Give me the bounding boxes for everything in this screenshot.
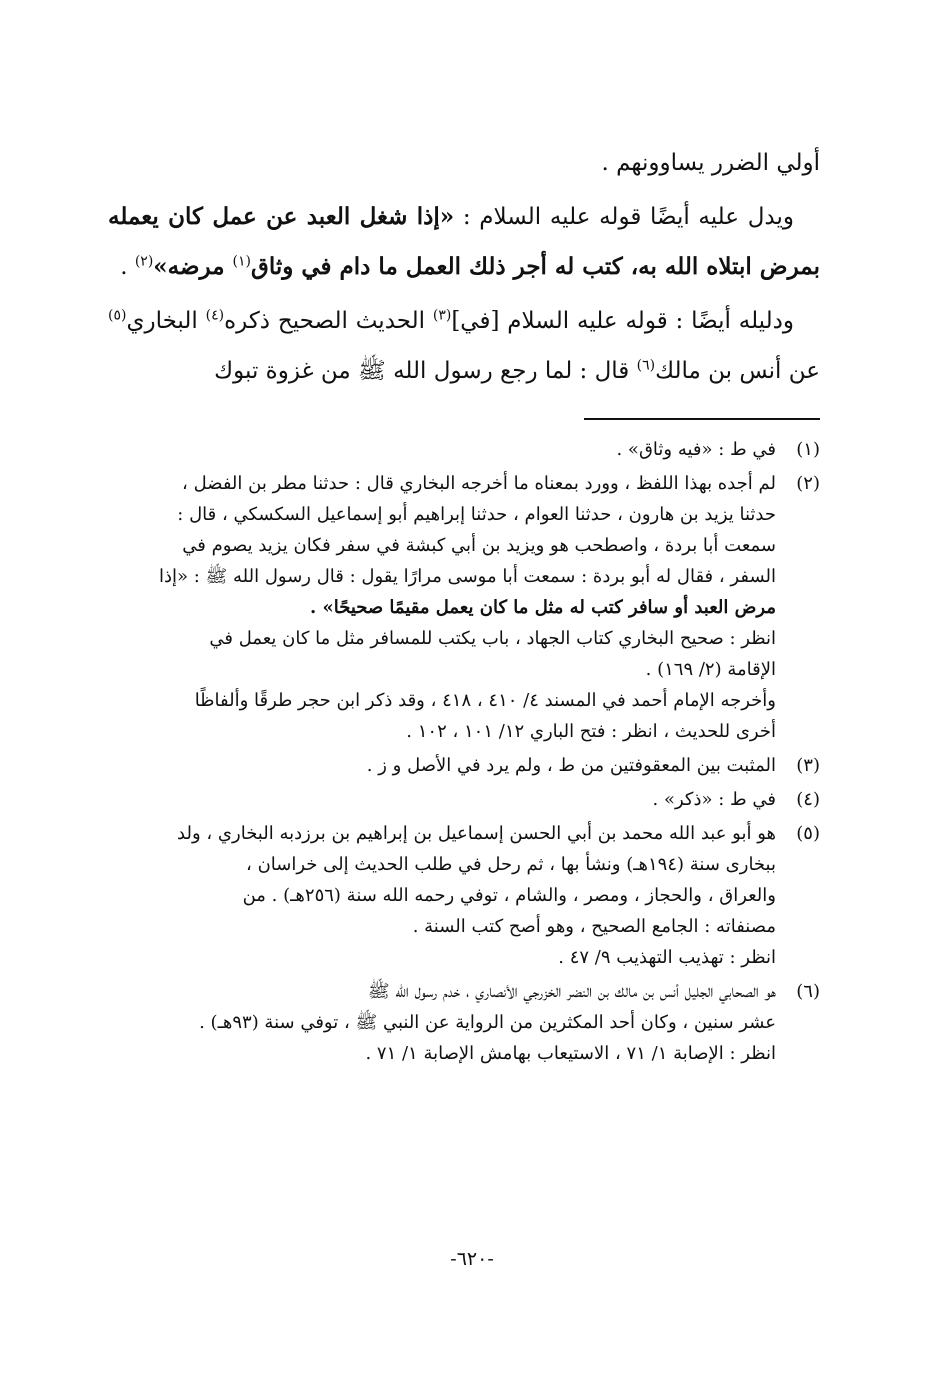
footnote-line: في ط : «ذكر» . — [652, 789, 776, 810]
footnote-number: (١) — [796, 439, 820, 460]
footnote-marker-4[interactable]: (٤) — [205, 307, 225, 324]
footnote-number: (٤) — [796, 789, 820, 810]
footnote-line: انظر : الإصابة ١/ ٧١ ، الاستيعاب بهامش الإصابة ١/ ٧١ . — [365, 1043, 776, 1064]
footnote-line: وأخرجه الإمام أحمد في المسند ٤/ ٤١٠ ، ٤١٨ ، وقد ذكر ابن حجر طرقًا وألفاظًا — [194, 690, 776, 711]
footnote-5 — [108, 818, 820, 973]
footnote-line: هو الصحابي الجليل أنس بن مالك بن النضر الخزرجي الأنصاري ، خدم رسول الله ﷺ — [367, 981, 776, 1002]
footnote-line: في ط : «فيه وثاق» . — [616, 439, 776, 460]
footnote-line: عشر سنين ، وكان أحد المكثرين من الرواية عن النبي ﷺ ، توفي سنة (٩٣هـ) . — [199, 1012, 776, 1033]
footnote-2 — [108, 468, 820, 747]
footnote-1 — [108, 434, 820, 465]
main-text — [108, 138, 820, 396]
footnote-line: الإقامة (٢/ ١٦٩) . — [645, 659, 776, 680]
paragraph-2-intro: ويدل عليه أيضًا قوله عليه السلام : — [454, 204, 794, 230]
paragraph-1: أولي الضرر يساوونهم . — [601, 150, 820, 176]
footnote-line: سمعت أبا بردة ، واصطحب هو ويزيد بن أبي كبشة في سفر فكان يزيد يصوم في — [182, 535, 776, 556]
footnote-number: (٢) — [796, 473, 820, 494]
paragraph-2 — [108, 192, 820, 292]
paragraph-3 — [108, 296, 820, 396]
footnote-number: (٥) — [796, 823, 820, 844]
footnote-line: انظر : صحيح البخاري كتاب الجهاد ، باب يكتب للمسافر مثل ما كان يعمل في — [209, 628, 776, 649]
page-body — [108, 138, 820, 1072]
footnote-marker-6[interactable]: (٦) — [636, 357, 656, 374]
paragraph-3-b: الحديث الصحيح ذكره — [224, 308, 433, 334]
footnote-line: والعراق ، والحجاز ، ومصر ، والشام ، توفي رحمه الله سنة (٢٥٦هـ) . من — [242, 885, 776, 906]
footnote-line: هو أبو عبد الله محمد بن أبي الحسن إسماعيل بن إبراهيم بن برزدبه البخاري ، ولد — [177, 823, 776, 844]
footnote-line: مصنفاته : الجامع الصحيح ، وهو أصح كتب السنة . — [412, 916, 776, 937]
footnote-line: السفر ، فقال له أبو بردة : سمعت أبا موسى مرارًا يقول : قال رسول الله ﷺ : «إذا — [159, 566, 776, 587]
page-number: -٦٢٠- — [450, 1248, 494, 1270]
footnote-marker-1[interactable]: (١) — [232, 253, 252, 270]
paragraph-3-e: قال : لما رجع رسول الله ﷺ من غزوة تبوك — [214, 358, 637, 384]
footnote-marker-3[interactable]: (٣) — [432, 307, 452, 324]
footnote-number: (٣) — [796, 755, 820, 776]
footnote-6 — [108, 976, 820, 1069]
footnote-marker-5[interactable]: (٥) — [108, 307, 127, 324]
footnote-line: المثبت بين المعقوفتين من ط ، ولم يرد في الأصل و ز . — [366, 755, 776, 776]
footnote-line: حدثنا يزيد بن هارون ، حدثنا العوام ، حدثنا إبراهيم أبو إسماعيل السكسكي ، قال : — [177, 504, 776, 525]
footnote-line: ببخارى سنة (١٩٤هـ) ونشأ بها ، ثم رحل في طلب الحديث إلى خراسان ، — [246, 854, 776, 875]
paragraph-3-c: البخاري — [126, 308, 206, 334]
footnote-line: انظر : تهذيب التهذيب ٩/ ٤٧ . — [558, 947, 776, 968]
hadith-quote: «إذا شغل العبد عن عمل كان يعمله بمرض ابتلاه الله به، كتب له أجر ذلك العمل ما دام في وثاق — [108, 203, 820, 280]
paragraph-3-d: عن أنس بن مالك — [655, 358, 820, 384]
footnote-line: أخرى للحديث ، انظر : فتح الباري ١٢/ ١٠١ ، ١٠٢ . — [406, 721, 776, 742]
paragraph-3-a: ودليله أيضًا : قوله عليه السلام [في] — [451, 308, 794, 334]
paragraph-2-end: . — [120, 254, 135, 280]
footnote-line: مرض العبد أو سافر كتب له مثل ما كان يعمل مقيمًا صحيحًا» . — [309, 597, 776, 618]
footnote-marker-2[interactable]: (٢) — [134, 253, 154, 270]
footnote-3 — [108, 750, 820, 781]
footnote-4 — [108, 784, 820, 815]
footnote-divider — [584, 418, 820, 420]
footnote-line: لم أجده بهذا اللفظ ، وورد بمعناه ما أخرجه البخاري قال : حدثنا مطر بن الفضل ، — [182, 473, 776, 494]
footnotes — [108, 434, 820, 1069]
hadith-quote-end: مرضه» — [153, 253, 233, 280]
footnote-number: (٦) — [796, 981, 820, 1002]
